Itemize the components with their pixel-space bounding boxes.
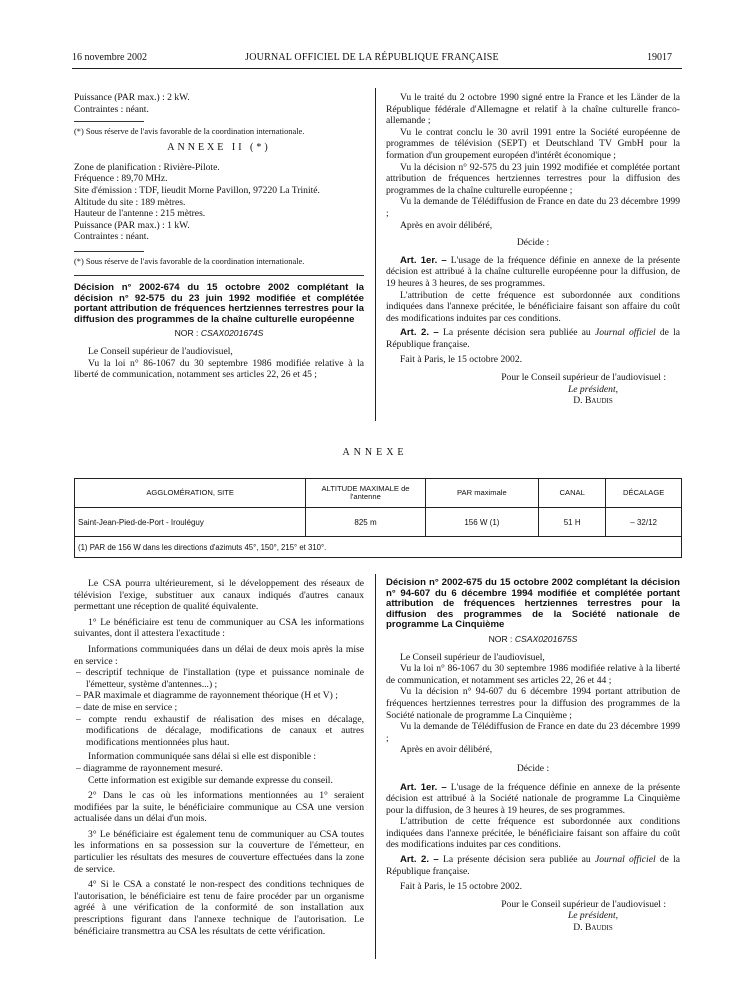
page-header bbox=[72, 52, 672, 66]
table-cell: 156 W (1) bbox=[425, 508, 538, 537]
paragraph: Le CSA pourra ultérieurement, si le développement des réseaux de télévision l'exige, substituer aux canaux indiqués d'autres canaux permettant une réception de qualité équivalente. bbox=[74, 578, 364, 613]
nor-label: NOR : bbox=[488, 633, 513, 644]
table-cell: 51 H bbox=[539, 508, 606, 537]
president-text: Le président, bbox=[567, 383, 619, 395]
article-1 bbox=[386, 782, 680, 817]
article-2-text-a: La présente décision sera publiée au bbox=[442, 854, 591, 866]
paragraph: Vu la décision n° 94-607 du 6 décembre 1994 portant attribution de fréquences hertziennes terrestres pour la diffusion des programmes de la Société nationale de programme La Cinquième ; bbox=[386, 686, 680, 721]
fait-line: Fait à Paris, le 15 octobre 2002. bbox=[400, 881, 523, 893]
page-number: 19017 bbox=[647, 52, 672, 63]
article-2-label: Art. 2. – bbox=[400, 854, 439, 866]
column-divider-bottom bbox=[375, 574, 376, 959]
table-cell: 825 m bbox=[306, 508, 425, 537]
pour-line: Pour le Conseil supérieur de l'audiovisuel : bbox=[501, 898, 666, 910]
list-item: – date de mise en service ; bbox=[76, 701, 178, 713]
column-divider-top bbox=[375, 88, 376, 421]
article-1-label: Art. 1er. – bbox=[400, 781, 447, 793]
article-2 bbox=[386, 327, 680, 350]
article-2-label: Art. 2. – bbox=[400, 327, 439, 339]
nor-label: NOR : bbox=[174, 328, 199, 339]
col-header: CANAL bbox=[539, 479, 606, 508]
col-header: PAR maximale bbox=[425, 479, 538, 508]
table-footnote-row bbox=[75, 537, 682, 558]
paragraph: Vu la demande de Télédiffusion de France en date du 23 décembre 1999 ; bbox=[386, 196, 680, 219]
list-item: – compte rendu exhaustif de réalisation des mises en décalage, modifications de décalage, modifications de canaux et autres modifications mentionnées plus haut. bbox=[76, 713, 364, 748]
coordination-note-2: (*) Sous réserve de l'avis favorable de la coordination internationale. bbox=[74, 256, 305, 266]
paragraph: L'attribution de cette fréquence est subordonnée aux conditions indiquées dans l'annexe précitée, le bénéficiaire faisant son affaire du coût des modifications induites par ces conditions. bbox=[386, 289, 680, 324]
president-line bbox=[386, 910, 680, 922]
annexe-ii-line: Fréquence : 89,70 MHz. bbox=[74, 173, 168, 185]
table-cell-site: Saint-Jean-Pied-de-Port - Irouléguy bbox=[75, 508, 306, 537]
president-line bbox=[386, 384, 680, 396]
annexe-table bbox=[74, 478, 682, 558]
journal-officiel-link: Journal officiel bbox=[594, 327, 656, 339]
col-header: DÉCALAGE bbox=[606, 479, 682, 508]
article-2-text-a: La présente décision sera publiée au bbox=[442, 327, 591, 339]
annexe-ii-line: Site d'émission : TDF, lieudit Morne Pavillon, 97220 La Trinité. bbox=[74, 184, 320, 196]
article-1-text: L'usage de la fréquence définie en annexe de la présente décision est attribué à la Société nationale de programme La Cinquième pour la diffusion, de 3 heures à 19 heures, de ses programmes. bbox=[386, 781, 680, 816]
signature: D. Baudis bbox=[573, 395, 613, 407]
table-header-row bbox=[75, 479, 682, 508]
paragraph: Vu la loi n° 86-1067 du 30 septembre 1986 modifiée relative à la liberté de communication, notamment ses articles 22, 26 et 45 ; bbox=[74, 357, 364, 381]
decision-675-title: Décision n° 2002-675 du 15 octobre 2002 complétant la décision n° 94-607 du 6 décembre 1994 modifiée et complétée portant attribution de fréquences hertziennes terrestres pour la diffusion des programmes de la Société nationale de programme La Cinquième bbox=[386, 577, 680, 631]
paragraph: Information communiquée sans délai si elle est disponible : bbox=[88, 751, 317, 763]
article-2-text-b: de la République française. bbox=[386, 327, 680, 350]
article-2 bbox=[386, 854, 680, 877]
annexe-ii-line: Hauteur de l'antenne : 215 mètres. bbox=[74, 208, 206, 220]
paragraph: Vu le traité du 2 octobre 1990 signé entre la France et les Länder de la République fédérale d'Allemagne et relatif à la chaîne culturelle franco-allemande ; bbox=[386, 92, 680, 127]
table-row bbox=[75, 508, 682, 537]
paragraph: 3° Le bénéficiaire est également tenu de communiquer au CSA toutes les informations en sa possession sur la couverture de l'émetteur, en particulier les résultats des mesures de couverture effectuées dans la zone de service. bbox=[74, 828, 364, 875]
puissance-line: Puissance (PAR max.) : 2 kW. bbox=[74, 92, 190, 103]
paragraph: Cette information est exigible sur demande expresse du conseil. bbox=[88, 774, 333, 786]
decision-674-title: Décision n° 2002-674 du 15 octobre 2002 complétant la décision n° 92-575 du 23 juin 1992 modifiée et complétée portant attribution de fréquences hertziennes terrestres pour la diffusion des programmes de la chaîne culturelle européenne bbox=[74, 281, 364, 325]
nor-reference bbox=[74, 328, 364, 340]
list-item: – descriptif technique de l'installation (type et puissance nominale de l'émetteur, système d'antennes...) ; bbox=[76, 667, 364, 690]
article-1 bbox=[386, 255, 680, 290]
annexe-ii-line: Contraintes : néant. bbox=[74, 231, 149, 243]
paragraph: L'attribution de cette fréquence est subordonnée aux conditions indiquées dans l'annexe précitée, le bénéficiaire faisant son affaire du coût des modifications induites par ces conditions. bbox=[386, 816, 680, 851]
annexe-ii-title: ANNEXE II (*) bbox=[167, 142, 271, 154]
paragraph: Après en avoir délibéré, bbox=[400, 744, 493, 756]
paragraph: 4° Si le CSA a constaté le non-respect des conditions techniques de l'autorisation, le bénéficiaire est tenu de faire procéder par un organisme agréé à une vérification de la conformité de son installation aux prescriptions figurant dans l'annexe technique de l'autorisation. Le bénéficiaire transmettra au CSA les résultats de cette vérification. bbox=[74, 879, 364, 937]
paragraph: 2° Dans le cas où les informations mentionnées au 1° seraient modifiées par la suite, le bénéficiaire communique au CSA une version actualisée dans un délai d'un mois. bbox=[74, 790, 364, 825]
paragraph: Vu la loi n° 86-1067 du 30 septembre 1986 modifiée relative à la liberté de communication, et notamment ses articles 22, 26 et 44 ; bbox=[386, 663, 680, 686]
paragraph: Le Conseil supérieur de l'audiovisuel, bbox=[400, 651, 545, 663]
coordination-note-1: (*) Sous réserve de l'avis favorable de la coordination internationale. bbox=[74, 127, 305, 137]
right-column-top bbox=[386, 92, 680, 407]
decide-heading: Décide : bbox=[516, 762, 550, 774]
paragraph: Informations communiquées dans un délai de deux mois après la mise en service : bbox=[74, 643, 364, 667]
annexe-ii-line: Puissance (PAR max.) : 1 kW. bbox=[74, 219, 190, 231]
list-item: – PAR maximale et diagramme de rayonnement théorique (H et V) ; bbox=[76, 690, 338, 702]
paragraph: Vu la décision n° 92-575 du 23 juin 1992 modifiée et complétée portant attribution de fréquences hertziennes terrestres pour la diffusion des programmes de la chaîne culturelle européenne ; bbox=[386, 161, 680, 196]
paragraph: Vu le contrat conclu le 30 avril 1991 entre la Société européenne de programmes de télévision (SEPT) et Deutschland TV GmbH pour la formation d'un groupement européen d'intérêt économique ; bbox=[386, 126, 680, 161]
table-cell: – 32/12 bbox=[606, 508, 682, 537]
col-header: AGGLOMÉRATION, SITE bbox=[75, 479, 306, 508]
journal-title: JOURNAL OFFICIEL DE LA RÉPUBLIQUE FRANÇAISE bbox=[245, 52, 499, 63]
annexe-ii-line: Zone de planification : Rivière-Pilote. bbox=[74, 161, 220, 173]
right-column-bottom bbox=[386, 578, 680, 934]
paragraph: Le Conseil supérieur de l'audiovisuel, bbox=[88, 345, 233, 357]
contraintes-line: Contraintes : néant. bbox=[74, 103, 149, 115]
article-2-text-b: de la République française. bbox=[386, 854, 680, 877]
annexe-title: ANNEXE bbox=[342, 447, 408, 458]
left-column-bottom bbox=[74, 578, 364, 937]
note-rule bbox=[74, 121, 144, 122]
paragraph: Après en avoir délibéré, bbox=[400, 219, 493, 231]
journal-officiel-link: Journal officiel bbox=[594, 854, 656, 866]
president-text: Le président, bbox=[567, 910, 619, 922]
annexe-ii-line: Altitude du site : 189 mètres. bbox=[74, 196, 186, 208]
pour-line: Pour le Conseil supérieur de l'audiovisuel : bbox=[501, 372, 666, 384]
col-header: ALTITUDE MAXIMALE de l'antenne bbox=[306, 479, 425, 508]
table-footnote: (1) PAR de 156 W dans les directions d'azimuts 45°, 150°, 215° et 310°. bbox=[75, 537, 682, 558]
note-rule bbox=[74, 251, 144, 252]
header-date: 16 novembre 2002 bbox=[72, 52, 147, 63]
article-1-label: Art. 1er. – bbox=[400, 254, 447, 266]
nor-code: CSAX0201674S bbox=[200, 328, 264, 339]
left-column-top bbox=[74, 92, 364, 381]
paragraph: 1° Le bénéficiaire est tenu de communiquer au CSA les informations suivantes, dont il attestera l'exactitude : bbox=[74, 616, 364, 640]
fait-line: Fait à Paris, le 15 octobre 2002. bbox=[400, 354, 523, 366]
list-item: – diagramme de rayonnement mesuré. bbox=[76, 762, 223, 774]
section-rule bbox=[74, 275, 364, 276]
header-rule bbox=[72, 68, 682, 69]
nor-code: CSAX0201675S bbox=[514, 633, 578, 644]
paragraph: Vu la demande de Télédiffusion de France en date du 23 décembre 1999 ; bbox=[386, 721, 680, 744]
decide-heading: Décide : bbox=[516, 237, 550, 249]
nor-reference bbox=[386, 634, 680, 646]
article-1-text: L'usage de la fréquence définie en annexe de la présente décision est attribué à la chaîne culturelle européenne pour la diffusion, de 19 heures à 3 heures, de ses programmes. bbox=[386, 254, 680, 289]
signature: D. Baudis bbox=[573, 922, 613, 934]
